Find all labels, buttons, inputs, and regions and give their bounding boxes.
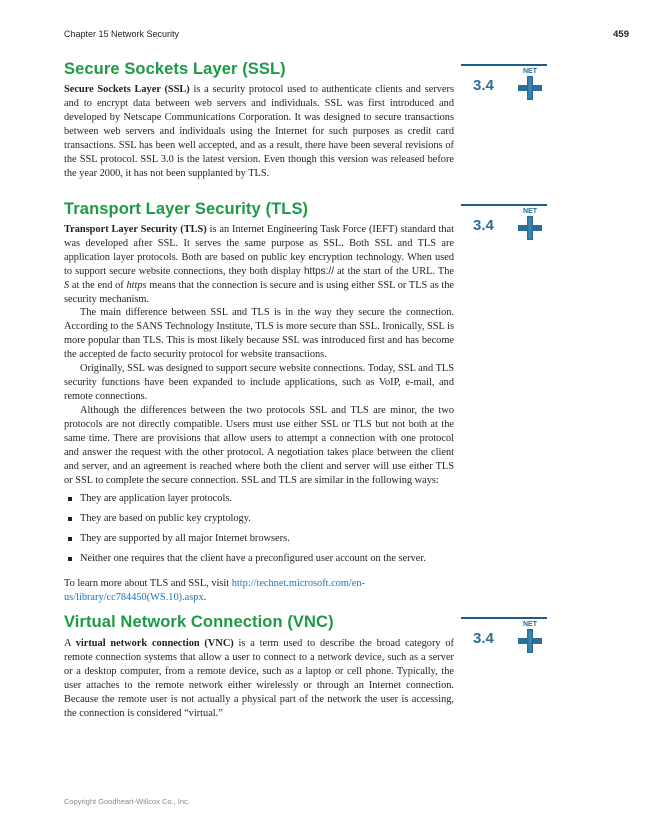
tls-paragraph-3: Originally, SSL was designed to support secure website connections. Today, SSL and TLS security functions have been expanded to include applications, such as VoIP, e-mail, and remote connections. [64,363,454,402]
tls-heading: Transport Layer Security (TLS) [64,200,309,218]
running-header [64,29,629,43]
net-label: NET [523,68,537,75]
vnc-paragraph: A virtual network connection (VNC) is a term used to describe the broad category of remote connection systems that allow a user to connect to a network device, such as a server or a desktop computer, from a remote device, such as a laptop or cell phone. Typically, the user attaches to the remote network either wirelessly or through an Internet connection. Because the remote user is not actually a physical part of the network the user is accessing, the connection is considered “virtual.” [64,638,454,719]
bullet-square-icon [68,557,72,561]
ssl-paragraph: Secure Sockets Layer (SSL) is a security protocol used to authenticate clients and servers and to encrypt data between web servers and individuals. SSL was first introduced and developed by Netscape Communications Corporation. It was designed to secure transactions between web servers and individuals using the Internet for such purposes as credit card transactions. SSL has been well accepted, and as a result, there have been several revisions of the SSL protocol. SSL 3.0 is the latest version. Even though this version was released before the year 2000, it has not been supplanted by TLS. [64,84,454,179]
objective-number: 3.4 [473,217,494,234]
copyright-footer: Copyright Goodheart-Willcox Co., Inc. [64,797,190,806]
similarities-list [64,492,454,572]
learn-more-paragraph: To learn more about TLS and SSL, visit http://technet.microsoft.com/en-us/library/cc784450(WS.10).aspx. [64,578,366,603]
page-number: 459 [613,29,629,40]
bullet-square-icon [68,517,72,521]
objective-number: 3.4 [473,630,494,647]
chapter-title: Chapter 15 Network Security [64,29,180,39]
tls-paragraph-4: Although the differences between the two protocols SSL and TLS are minor, the two protocols are not directly compatible. Users must use either SSL or TLS but not both at the same time. There are provisions that allow users to attempt a connection with one protocol and answer the request with the other protocol. A negotiation takes place between the client and server, and an agreement is reached where both the client and server will use either TLS or SSL to complete the secure connection. SSL and TLS are similar in the following ways: [64,405,454,486]
list-item: They are supported by all major Internet browsers. [64,532,454,546]
microsoft-technet-link[interactable]: http://technet.microsoft.com/en-us/library/cc784450(WS.10).aspx [64,578,366,603]
net-objective-badge [461,204,547,250]
tls-term: Transport Layer Security (TLS) [64,224,207,235]
net-objective-badge [461,617,547,663]
objective-number: 3.4 [473,77,494,94]
vnc-heading: Virtual Network Connection (VNC) [64,613,334,631]
badge-rule [461,617,547,619]
tls-paragraph-1: Transport Layer Security (TLS) is an Internet Engineering Task Force (IEFT) standard that was developed after SSL. It serves the same purpose as SSL. Both SSL and TLS are application layer protocols. Both are based on public key encryption technology. When used to support secure website connections, they both display https:// at the start of the URL. The S at the end of https means that the connection is secure and is using either SSL or TLS as the security mechanism. [64,224,454,305]
network-plus-icon [518,629,542,653]
bullet-square-icon [68,537,72,541]
list-item: Neither one requires that the client have a preconfigured user account on the server. [64,552,454,566]
vnc-term: virtual network connection (VNC) [75,638,234,649]
list-item: They are application layer protocols. [64,492,454,506]
net-objective-badge [461,64,547,110]
net-label: NET [523,621,537,628]
tls-paragraph-2: The main difference between SSL and TLS is in the way they secure the connection. According to the SANS Technology Institute, TLS is more secure than SSL. Ironically, SSL is more popular than TLS. This is most likely because SSL was introduced first and has become the accepted de facto security protocol for website transactions. [64,307,454,360]
https-prefix: https:// [303,266,334,277]
network-plus-icon [518,216,542,240]
net-label: NET [523,208,537,215]
ssl-heading: Secure Sockets Layer (SSL) [64,60,286,78]
bullet-square-icon [68,497,72,501]
network-plus-icon [518,76,542,100]
badge-rule [461,204,547,206]
ssl-term: Secure Sockets Layer (SSL) [64,84,190,95]
list-item: They are based on public key cryptology. [64,512,454,526]
badge-rule [461,64,547,66]
